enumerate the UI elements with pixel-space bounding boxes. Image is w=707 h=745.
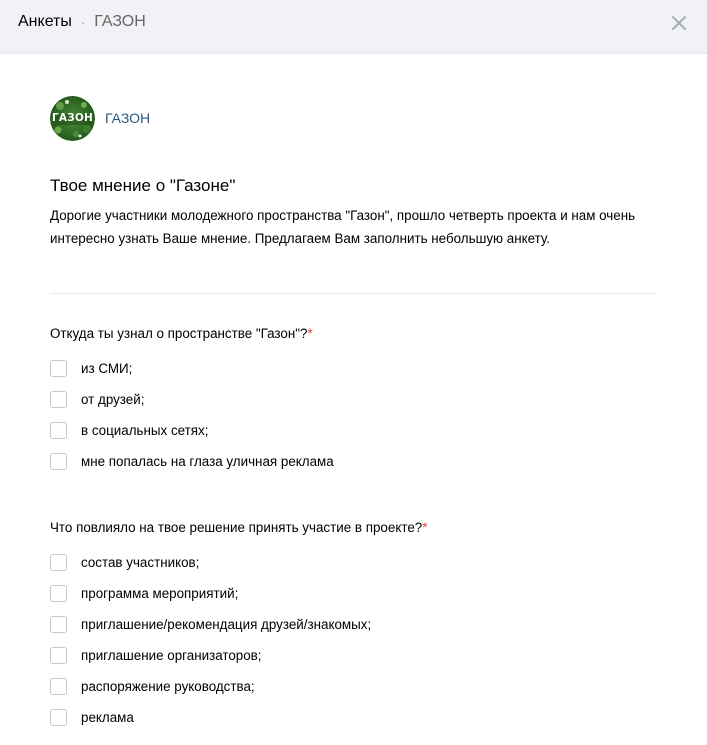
- survey-title: Твое мнение о "Газоне": [50, 176, 236, 195]
- group-avatar[interactable]: [50, 96, 95, 141]
- q1-option-3[interactable]: [50, 420, 208, 440]
- checkbox[interactable]: [50, 616, 67, 633]
- breadcrumb-group[interactable]: ГАЗОН: [94, 13, 146, 30]
- close-icon[interactable]: [668, 12, 690, 34]
- option-label: программа мероприятий;: [81, 585, 239, 601]
- option-label: состав участников;: [81, 554, 200, 570]
- breadcrumb: [18, 0, 146, 44]
- checkbox[interactable]: [50, 585, 67, 602]
- q2-option-3[interactable]: [50, 614, 371, 634]
- checkbox[interactable]: [50, 422, 67, 439]
- breadcrumb-section[interactable]: Анкеты: [18, 13, 72, 30]
- question-1-text: Откуда ты узнал о пространстве "Газон"?: [50, 326, 308, 341]
- q2-option-1[interactable]: [50, 552, 199, 572]
- checkbox[interactable]: [50, 360, 67, 377]
- question-2: [50, 520, 427, 535]
- option-label: от друзей;: [81, 391, 145, 407]
- checkbox[interactable]: [50, 453, 67, 470]
- checkbox[interactable]: [50, 554, 67, 571]
- divider: [50, 293, 656, 294]
- option-label: приглашение/рекомендация друзей/знакомых;: [81, 616, 372, 632]
- q1-option-1[interactable]: [50, 358, 132, 378]
- group-name-link[interactable]: ГАЗОН: [105, 110, 151, 126]
- option-label: мне попалась на глаза уличная реклама: [81, 453, 334, 469]
- option-label: в социальных сетях;: [81, 422, 209, 438]
- group-info: [50, 95, 150, 141]
- checkbox[interactable]: [50, 391, 67, 408]
- required-mark: *: [422, 520, 428, 535]
- q2-option-6[interactable]: [50, 707, 134, 727]
- option-label: приглашение организаторов;: [81, 647, 262, 663]
- q1-option-4[interactable]: [50, 451, 334, 471]
- avatar-logo-text: ГАЗОН: [52, 111, 93, 124]
- checkbox[interactable]: [50, 678, 67, 695]
- q1-option-2[interactable]: [50, 389, 144, 409]
- q2-option-4[interactable]: [50, 645, 262, 665]
- q2-option-2[interactable]: [50, 583, 238, 603]
- option-label: из СМИ;: [81, 360, 133, 376]
- survey-description: Дорогие участники молодежного пространства "Газон", прошло четверть проекта и нам очень интересно узнать Ваше мнение. Предлагаем Вам заполнить небольшую анкету.: [50, 208, 636, 246]
- question-1: [50, 326, 313, 341]
- required-mark: *: [307, 326, 313, 341]
- option-label: реклама: [81, 709, 134, 725]
- question-2-text: Что повлияло на твое решение принять участие в проекте?: [50, 520, 423, 535]
- option-label: распоряжение руководства;: [81, 678, 255, 694]
- modal-header: [0, 0, 707, 54]
- q2-option-5[interactable]: [50, 676, 255, 696]
- breadcrumb-separator: ·: [80, 14, 86, 30]
- checkbox[interactable]: [50, 647, 67, 664]
- checkbox[interactable]: [50, 709, 67, 726]
